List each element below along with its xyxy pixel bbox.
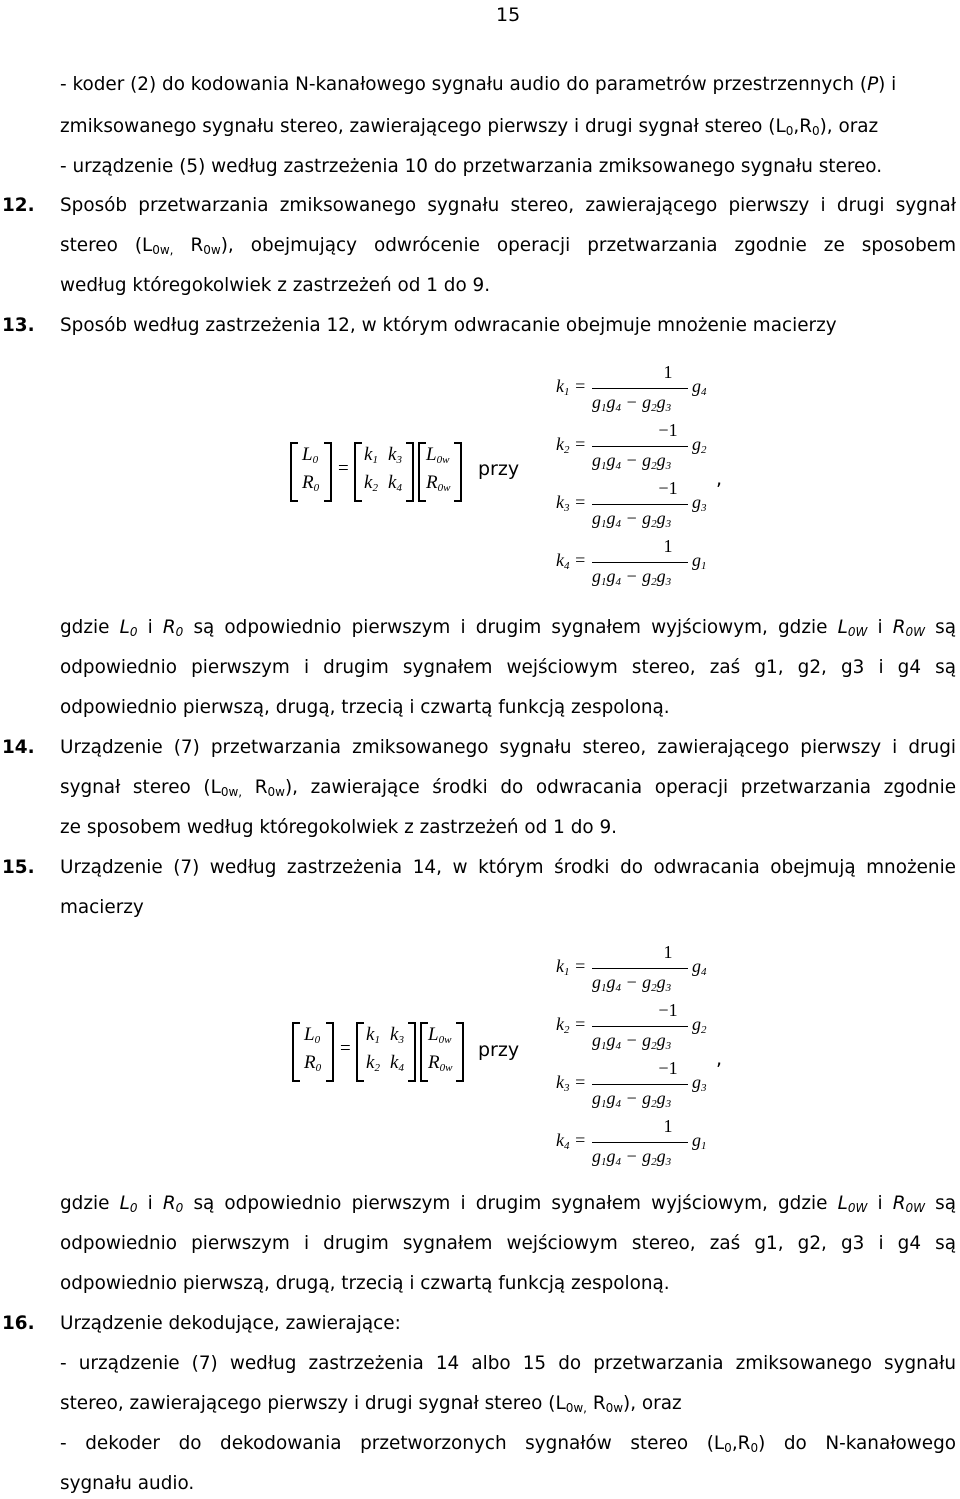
text-line: Urządzenie dekodujące, zawierające: bbox=[60, 1313, 401, 1334]
claim-number: 15. bbox=[2, 857, 35, 878]
text-line: macierzy bbox=[60, 897, 144, 918]
text-line: gdzie $L_0$ i $R_0$ są odpowiednio pierwszym i drugim sygnałem wyjściowym, gdzie $L_{0W}$ i $R_{0W}$ są bbox=[60, 1193, 957, 1215]
text-line: - urządzenie (7) według zastrzeżenia 14 albo 15 do przetwarzania zmiksowanego sygnału bbox=[60, 1353, 956, 1374]
przy-label: przy bbox=[478, 1039, 520, 1061]
claim-number: 12. bbox=[2, 195, 35, 216]
claim-number: 14. bbox=[2, 737, 35, 758]
text-line: stereo, zawierającego pierwszy i drugi sygnał stereo ($L_{0w,}$ $R_{0w}$), oraz bbox=[60, 1393, 682, 1415]
text-line: Sposób przetwarzania zmiksowanego sygnału stereo, zawierającego pierwszy i drugi sygnał bbox=[60, 195, 956, 216]
text-line: odpowiednio pierwszą, drugą, trzecią i czwartą funkcją zespoloną. bbox=[60, 1273, 670, 1294]
text-line: - koder (2) do kodowania N-kanałowego sygnału audio do parametrów przestrzennych (P) i bbox=[60, 74, 897, 95]
text-line: odpowiednio pierwszą, drugą, trzecią i czwartą funkcją zespoloną. bbox=[60, 697, 670, 718]
text-line: według któregokolwiek z zastrzeżeń od 1 do 9. bbox=[60, 275, 491, 296]
text-line: - urządzenie (5) według zastrzeżenia 10 do przetwarzania zmiksowanego sygnału stereo. bbox=[60, 156, 883, 177]
text-line: sygnał stereo ($L_{0w,}$ $R_{0w}$), zawierające środki do odwracania operacji przetwarzania zgodnie bbox=[60, 777, 957, 799]
text-line: ze sposobem według któregokolwiek z zastrzeżeń od 1 do 9. bbox=[60, 817, 618, 838]
matrix-equation: $L_0$ $R_0$ = $k_1$ $k_3$ $k_2$ $k_4$ $L_{0w}$ $R_{0w}$ bbox=[290, 1020, 470, 1084]
comma: , bbox=[716, 1048, 723, 1070]
text-line: sygnału audio. bbox=[60, 1473, 195, 1494]
claim-number: 13. bbox=[2, 315, 35, 336]
text-line: zmiksowanego sygnału stereo, zawierającego pierwszy i drugi sygnał stereo $(L_0,R_0)$, oraz bbox=[60, 116, 879, 138]
coefficient-formulas: $k_1$ = 1 $g_1g_4 - g_2g_3$ $g_4$ $k_2$ = −1 $g_1g_4 - g_2g_3$ $g_2$ $k_3$ = −1 $g_1g_4 - g_2g_3$ $g_3$ $k_4$ = 1 $g_1g_4 - g_2g_3$ $g_1$ bbox=[556, 362, 707, 588]
comma: , bbox=[716, 468, 723, 490]
coefficient-formulas: $k_1$ = 1 $g_1g_4 - g_2g_3$ $g_4$ $k_2$ = −1 $g_1g_4 - g_2g_3$ $g_2$ $k_3$ = −1 $g_1g_4 - g_2g_3$ $g_3$ $k_4$ = 1 $g_1g_4 - g_2g_3$ $g_1$ bbox=[556, 942, 707, 1168]
text-line: gdzie $L_0$ i $R_0$ są odpowiednio pierwszym i drugim sygnałem wyjściowym, gdzie $L_{0W}$ i $R_{0W}$ są bbox=[60, 617, 957, 639]
przy-label: przy bbox=[478, 458, 520, 480]
text-line: odpowiednio pierwszym i drugim sygnałem wejściowym stereo, zaś g1, g2, g3 i g4 są bbox=[60, 1233, 956, 1254]
text-line: - dekoder do dekodowania przetworzonych sygnałów stereo $(L_0,R_0)$ do N-kanałowego bbox=[60, 1433, 956, 1455]
matrix-equation: $L_0$ $R_0$ = $k_1$ $k_3$ $k_2$ $k_4$ $L_{0w}$ $R_{0w}$ bbox=[288, 440, 468, 504]
claim-number: 16. bbox=[2, 1313, 35, 1334]
text-line: odpowiednio pierwszym i drugim sygnałem wejściowym stereo, zaś g1, g2, g3 i g4 są bbox=[60, 657, 956, 678]
text-line: Urządzenie (7) przetwarzania zmiksowanego sygnału stereo, zawierającego pierwszy i drugi bbox=[60, 737, 956, 758]
page-number: 15 bbox=[496, 4, 521, 26]
text-line: Urządzenie (7) według zastrzeżenia 14, w którym środki do odwracania obejmują mnożenie bbox=[60, 857, 956, 878]
text-line: stereo ($L_{0w,}$ $R_{0w}$), obejmujący odwrócenie operacji przetwarzania zgodnie ze sposobem bbox=[60, 235, 956, 257]
text-line: Sposób według zastrzeżenia 12, w którym odwracanie obejmuje mnożenie macierzy bbox=[60, 315, 837, 336]
